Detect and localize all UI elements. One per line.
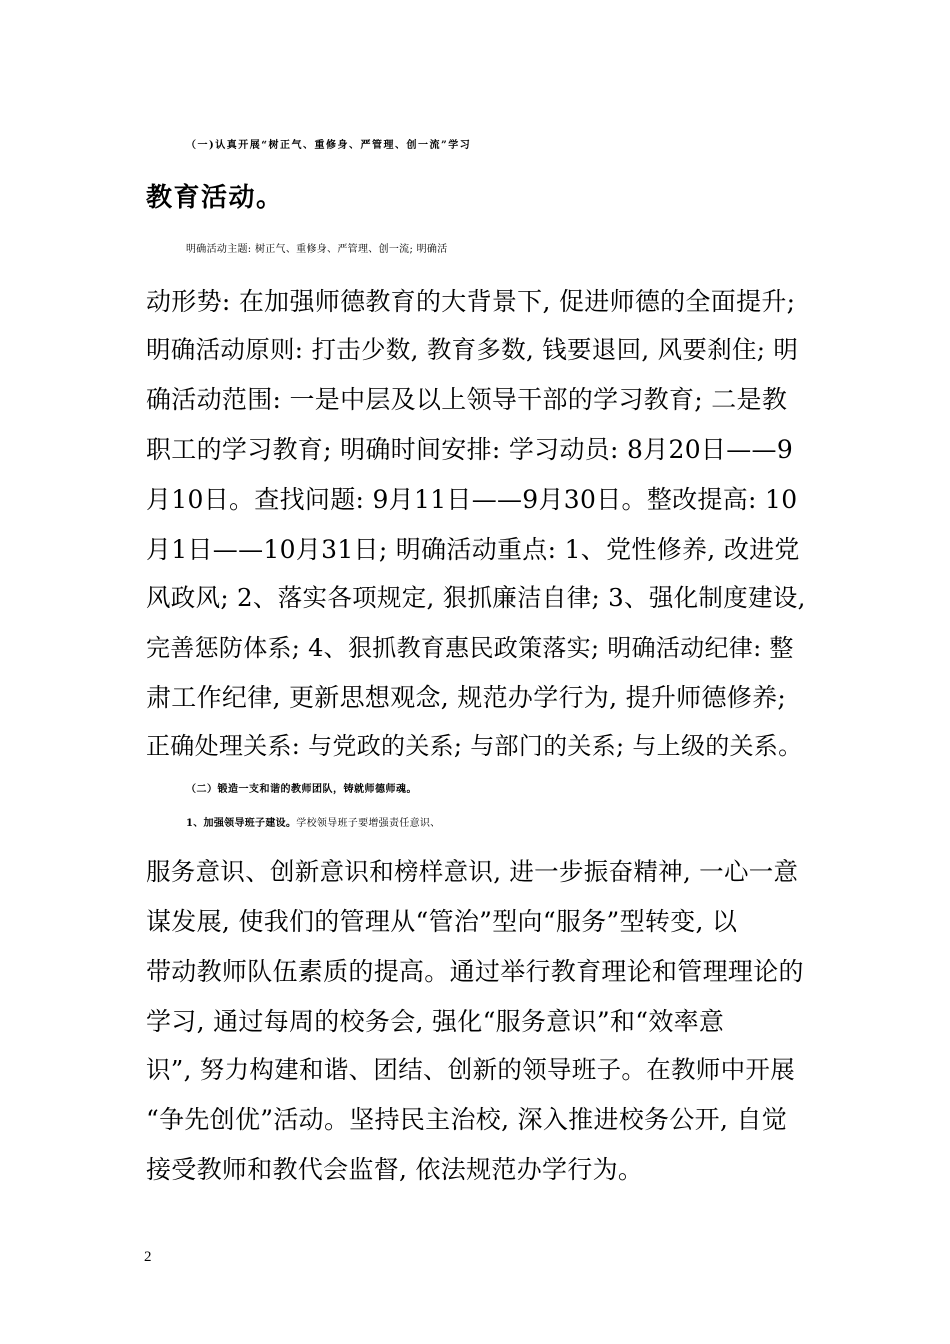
paragraph-1-line: 风政风; 2、落实各项规定, 狠抓廉洁自律; 3、强化制度建设,: [146, 583, 806, 612]
paragraph-1-line: 明确活动主题: 树正气、重修身、严管理、创一流; 明确活: [186, 244, 448, 255]
paragraph-1-line: 确活动范围: 一是中层及以上领导干部的学习教育; 二是教: [146, 385, 788, 414]
paragraph-2-lead-text: 学校领导班子要增强责任意识、: [296, 818, 441, 829]
paragraph-2-line: 谋发展, 使我们的管理从“管治”型向“服务”型转变, 以: [146, 907, 738, 936]
paragraph-2-line: 识”, 努力构建和谐、团结、创新的领导班子。在教师中开展: [146, 1055, 795, 1084]
paragraph-2-line: “争先创优”活动。坚持民主治校, 深入推进校务公开, 自觉: [146, 1105, 788, 1134]
paragraph-1-line: 肃工作纪律, 更新思想观念, 规范办学行为, 提升师德修养;: [146, 683, 787, 712]
paragraph-1-line: 正确处理关系: 与党政的关系; 与部门的关系; 与上级的关系。: [146, 732, 803, 760]
paragraph-2-line: 接受教师和教代会监督, 依法规范办学行为。: [146, 1155, 644, 1184]
section-heading-1-line-1: （一)认真开展“树正气、重修身、严管理、创一流”学习: [186, 140, 472, 151]
paragraph-1-line: 月10日。查找问题: 9月11日——9月30日。整改提高: 10: [146, 485, 798, 514]
paragraph-2-line: 服务意识、创新意识和榜样意识, 进一步振奋精神, 一心一意: [146, 857, 799, 886]
section-heading-1-line-2: 教育活动。: [146, 183, 284, 213]
paragraph-2-line: 学习, 通过每周的校务会, 强化“服务意识”和“效率意: [146, 1007, 725, 1036]
subsection-title: 1、加强领导班子建设。: [186, 818, 297, 829]
page-number: 2: [144, 1249, 152, 1265]
paragraph-1-line: 动形势: 在加强师德教育的大背景下, 促进师德的全面提升;: [146, 287, 796, 316]
paragraph-2-first-line: [186, 808, 846, 840]
section-heading-2: （二）锻造一支和谐的教师团队，铸就师德师魂。: [186, 784, 417, 795]
paragraph-1-line: 月1日——10月31日; 明确活动重点: 1、党性修养, 改进党: [146, 535, 800, 564]
paragraph-1-line: 明确活动原则: 打击少数, 教育多数, 钱要退回, 风要刹住; 明: [146, 335, 799, 364]
paragraph-2-line: 带动教师队伍素质的提高。通过举行教育理论和管理理论的: [146, 957, 804, 986]
paragraph-1-line: 完善惩防体系; 4、狠抓教育惠民政策落实; 明确活动纪律: 整: [146, 634, 794, 662]
paragraph-1-line: 职工的学习教育; 明确时间安排: 学习动员: 8月20日——9: [146, 435, 794, 464]
